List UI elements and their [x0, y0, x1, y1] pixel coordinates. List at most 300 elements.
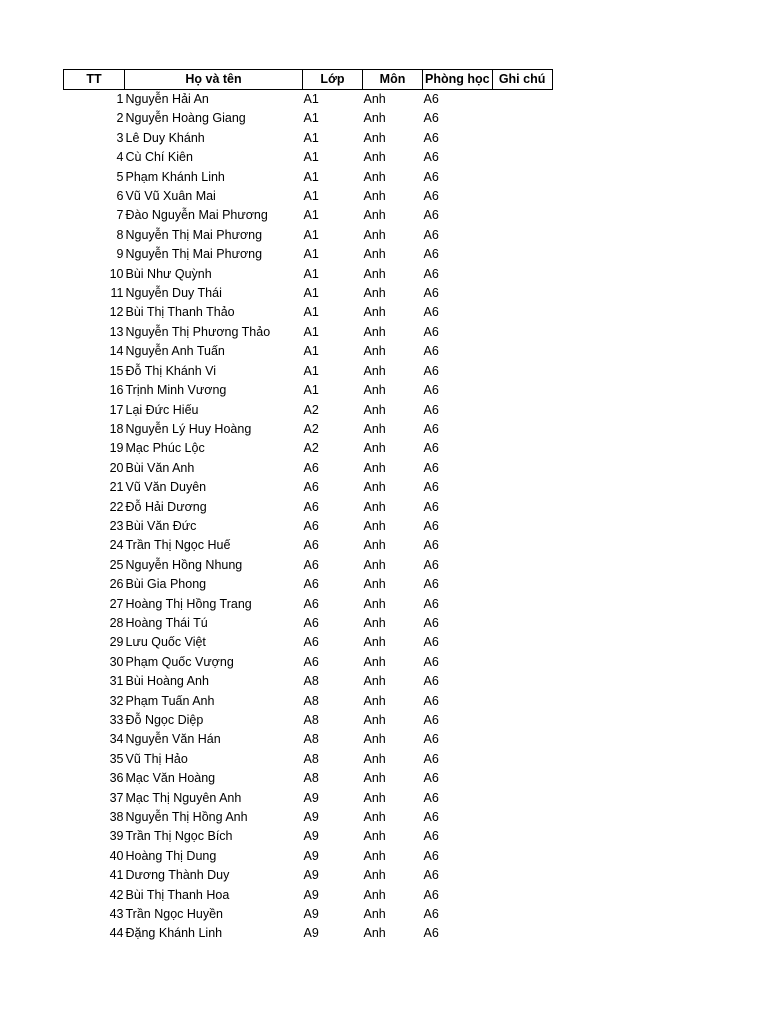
row-number: 28	[109, 615, 124, 630]
table-row	[64, 226, 553, 245]
subject-cell: Anh	[363, 150, 386, 165]
class-cell: A6	[303, 518, 319, 533]
room-cell: A6	[423, 907, 439, 922]
subject-cell: Anh	[363, 577, 386, 592]
class-cell: A8	[303, 732, 319, 747]
room-cell: A6	[423, 499, 439, 514]
table-row	[64, 323, 553, 342]
row-number: 14	[109, 344, 124, 359]
table-row	[64, 556, 553, 575]
student-name: Nguyễn Thị Hồng Anh	[125, 810, 248, 825]
row-number: 31	[109, 674, 124, 689]
row-number: 27	[109, 596, 124, 611]
student-name: Bùi Hoàng Anh	[125, 674, 209, 689]
room-cell: A6	[423, 654, 439, 669]
table-row	[64, 789, 553, 808]
row-number: 37	[109, 790, 124, 805]
note-cell	[492, 90, 552, 110]
subject-cell: Anh	[363, 92, 386, 106]
room-cell: A6	[423, 790, 439, 805]
table-row	[64, 924, 553, 943]
student-name: Nguyễn Thị Mai Phương	[125, 247, 263, 262]
subject-cell: Anh	[363, 441, 386, 456]
student-name: Đỗ Ngọc Diệp	[125, 713, 204, 727]
room-cell: A6	[423, 771, 439, 786]
table-row	[64, 808, 553, 827]
note-cell	[492, 303, 552, 322]
header-subject: Môn	[363, 70, 423, 90]
subject-cell: Anh	[363, 635, 386, 650]
table-row	[64, 536, 553, 555]
table-row	[64, 168, 553, 187]
row-number: 19	[109, 441, 124, 456]
table-row	[64, 730, 553, 749]
note-cell	[492, 847, 552, 866]
class-cell: A9	[303, 848, 319, 863]
note-cell	[492, 148, 552, 167]
room-cell: A6	[423, 208, 439, 223]
student-name: Bùi Thị Thanh Hoa	[125, 887, 230, 902]
note-cell	[492, 517, 552, 536]
row-number: 33	[109, 713, 124, 727]
class-cell: A1	[303, 324, 319, 339]
note-cell	[492, 459, 552, 478]
class-cell: A1	[303, 266, 319, 281]
note-cell	[492, 206, 552, 225]
row-number: 13	[109, 324, 124, 339]
class-cell: A1	[303, 286, 319, 301]
student-name: Nguyễn Hải An	[125, 92, 209, 106]
room-cell: A6	[423, 247, 439, 262]
row-number: 20	[109, 460, 124, 475]
subject-cell: Anh	[363, 499, 386, 514]
row-number: 3	[116, 130, 124, 145]
table-row	[64, 401, 553, 420]
room-cell: A6	[423, 829, 439, 844]
student-name: Nguyễn Hồng Nhung	[125, 557, 243, 572]
header-name: Họ và tên	[125, 70, 303, 90]
room-cell: A6	[423, 92, 439, 106]
row-number: 26	[109, 577, 124, 592]
class-cell: A6	[303, 615, 319, 630]
subject-cell: Anh	[363, 907, 386, 922]
student-table	[63, 69, 553, 944]
table-row	[64, 342, 553, 361]
row-number: 17	[109, 402, 124, 417]
class-cell: A1	[303, 344, 319, 359]
note-cell	[492, 711, 552, 730]
class-cell: A6	[303, 538, 319, 553]
row-number: 34	[109, 732, 124, 747]
student-name: Hoàng Thị Dung	[125, 848, 217, 863]
student-name: Đặng Khánh Linh	[125, 926, 223, 941]
student-name: Nguyễn Văn Hán	[125, 732, 221, 747]
student-name: Mạc Thị Nguyên Anh	[125, 790, 242, 805]
room-cell: A6	[423, 538, 439, 553]
room-cell: A6	[423, 674, 439, 689]
row-number: 39	[109, 829, 124, 844]
table-row	[64, 206, 553, 225]
table-row	[64, 711, 553, 730]
class-cell: A8	[303, 674, 319, 689]
class-cell: A6	[303, 480, 319, 495]
room-cell: A6	[423, 810, 439, 825]
subject-cell: Anh	[363, 227, 386, 242]
subject-cell: Anh	[363, 208, 386, 223]
subject-cell: Anh	[363, 810, 386, 825]
student-name: Mạc Phúc Lộc	[125, 441, 205, 456]
row-number: 30	[109, 654, 124, 669]
student-name: Đỗ Thị Khánh Vi	[125, 363, 217, 378]
table-row	[64, 517, 553, 536]
room-cell: A6	[423, 344, 439, 359]
student-name: Lê Duy Khánh	[125, 130, 205, 145]
note-cell	[492, 401, 552, 420]
class-cell: A8	[303, 713, 319, 727]
room-cell: A6	[423, 266, 439, 281]
table-row	[64, 90, 553, 110]
room-cell: A6	[423, 848, 439, 863]
student-name: Bùi Văn Anh	[125, 460, 195, 475]
room-cell: A6	[423, 421, 439, 436]
class-cell: A6	[303, 557, 319, 572]
class-cell: A2	[303, 402, 319, 417]
class-cell: A9	[303, 810, 319, 825]
room-cell: A6	[423, 577, 439, 592]
student-name: Phạm Quốc Vượng	[125, 654, 234, 669]
student-name: Nguyễn Hoàng Giang	[125, 111, 246, 126]
header-note: Ghi chú	[492, 70, 552, 90]
row-number: 24	[109, 538, 124, 553]
note-cell	[492, 265, 552, 284]
student-name: Nguyễn Anh Tuấn	[125, 344, 225, 359]
room-cell: A6	[423, 460, 439, 475]
note-cell	[492, 226, 552, 245]
room-cell: A6	[423, 751, 439, 766]
row-number: 2	[116, 111, 124, 126]
class-cell: A6	[303, 460, 319, 475]
subject-cell: Anh	[363, 324, 386, 339]
row-number: 22	[109, 499, 124, 514]
room-cell: A6	[423, 868, 439, 883]
table-row	[64, 187, 553, 206]
class-cell: A9	[303, 887, 319, 902]
student-name: Mạc Văn Hoàng	[125, 771, 216, 786]
row-number: 23	[109, 518, 124, 533]
room-cell: A6	[423, 324, 439, 339]
table-header	[64, 70, 553, 90]
header-tt: TT	[64, 70, 125, 90]
class-cell: A1	[303, 363, 319, 378]
class-cell: A6	[303, 499, 319, 514]
class-cell: A8	[303, 693, 319, 708]
table-row	[64, 827, 553, 846]
subject-cell: Anh	[363, 848, 386, 863]
student-name: Vũ Vũ Xuân Mai	[125, 189, 216, 204]
row-number: 21	[109, 480, 124, 495]
note-cell	[492, 789, 552, 808]
room-cell: A6	[423, 615, 439, 630]
note-cell	[492, 439, 552, 458]
note-cell	[492, 498, 552, 517]
note-cell	[492, 362, 552, 381]
table-row	[64, 614, 553, 633]
class-cell: A1	[303, 189, 319, 204]
class-cell: A6	[303, 654, 319, 669]
subject-cell: Anh	[363, 674, 386, 689]
room-cell: A6	[423, 150, 439, 165]
table-row	[64, 362, 553, 381]
subject-cell: Anh	[363, 751, 386, 766]
subject-cell: Anh	[363, 421, 386, 436]
student-name: Phạm Tuấn Anh	[125, 693, 215, 708]
class-cell: A6	[303, 635, 319, 650]
header-room: Phòng học	[423, 70, 493, 90]
room-cell: A6	[423, 402, 439, 417]
room-cell: A6	[423, 363, 439, 378]
row-number: 11	[110, 286, 124, 301]
subject-cell: Anh	[363, 654, 386, 669]
row-number: 36	[109, 771, 124, 786]
table-row	[64, 303, 553, 322]
table-row	[64, 245, 553, 264]
note-cell	[492, 556, 552, 575]
table-row	[64, 633, 553, 652]
row-number: 38	[109, 810, 124, 825]
class-cell: A1	[303, 111, 319, 126]
student-name: Bùi Gia Phong	[125, 577, 207, 592]
student-name: Nguyễn Duy Thái	[125, 286, 222, 301]
class-cell: A8	[303, 751, 319, 766]
subject-cell: Anh	[363, 344, 386, 359]
subject-cell: Anh	[363, 383, 386, 398]
note-cell	[492, 575, 552, 594]
subject-cell: Anh	[363, 790, 386, 805]
class-cell: A9	[303, 829, 319, 844]
row-number: 6	[116, 189, 124, 204]
table-row	[64, 459, 553, 478]
row-number: 4	[116, 150, 124, 165]
note-cell	[492, 692, 552, 711]
student-name: Đào Nguyễn Mai Phương	[125, 208, 268, 223]
class-cell: A1	[303, 208, 319, 223]
row-number: 7	[116, 208, 124, 223]
subject-cell: Anh	[363, 402, 386, 417]
table-row	[64, 769, 553, 788]
room-cell: A6	[423, 111, 439, 126]
room-cell: A6	[423, 693, 439, 708]
subject-cell: Anh	[363, 111, 386, 126]
table-row	[64, 905, 553, 924]
header-row	[64, 70, 553, 90]
row-number: 29	[109, 635, 124, 650]
class-cell: A9	[303, 926, 319, 941]
class-cell: A2	[303, 441, 319, 456]
table-row	[64, 866, 553, 885]
class-cell: A9	[303, 790, 319, 805]
room-cell: A6	[423, 596, 439, 611]
row-number: 10	[109, 266, 124, 281]
class-cell: A1	[303, 92, 319, 106]
note-cell	[492, 866, 552, 885]
row-number: 43	[109, 907, 124, 922]
subject-cell: Anh	[363, 557, 386, 572]
table-row	[64, 420, 553, 439]
room-cell: A6	[423, 480, 439, 495]
student-name: Trần Ngọc Huyền	[125, 907, 223, 922]
note-cell	[492, 284, 552, 303]
class-cell: A1	[303, 305, 319, 320]
class-cell: A1	[303, 383, 319, 398]
row-number: 32	[109, 693, 124, 708]
row-number: 15	[109, 363, 124, 378]
room-cell: A6	[423, 286, 439, 301]
subject-cell: Anh	[363, 266, 386, 281]
note-cell	[492, 323, 552, 342]
row-number: 12	[109, 305, 124, 320]
note-cell	[492, 595, 552, 614]
row-number: 25	[109, 557, 124, 572]
subject-cell: Anh	[363, 868, 386, 883]
class-cell: A1	[303, 150, 319, 165]
row-number: 5	[116, 169, 124, 184]
subject-cell: Anh	[363, 460, 386, 475]
table-row	[64, 692, 553, 711]
subject-cell: Anh	[363, 363, 386, 378]
table-row	[64, 672, 553, 691]
student-name: Trần Thị Ngọc Bích	[125, 829, 233, 844]
note-cell	[492, 245, 552, 264]
table-row	[64, 847, 553, 866]
room-cell: A6	[423, 926, 439, 941]
student-name: Vũ Thị Hảo	[125, 751, 188, 766]
table-row	[64, 265, 553, 284]
room-cell: A6	[423, 169, 439, 184]
row-number: 35	[109, 751, 124, 766]
table-row	[64, 439, 553, 458]
class-cell: A6	[303, 596, 319, 611]
table-row	[64, 148, 553, 167]
subject-cell: Anh	[363, 286, 386, 301]
student-name: Lại Đức Hiếu	[125, 402, 199, 417]
room-cell: A6	[423, 305, 439, 320]
student-name: Trịnh Minh Vương	[125, 383, 227, 398]
table-row	[64, 478, 553, 497]
student-name: Nguyễn Lý Huy Hoàng	[125, 421, 252, 436]
note-cell	[492, 420, 552, 439]
subject-cell: Anh	[363, 189, 386, 204]
student-name: Lưu Quốc Việt	[125, 635, 206, 650]
row-number: 41	[109, 868, 124, 883]
student-name: Phạm Khánh Linh	[125, 169, 225, 184]
student-name: Bùi Như Quỳnh	[125, 266, 212, 281]
table-row	[64, 129, 553, 148]
student-name: Nguyễn Thị Phương Thảo	[125, 324, 271, 339]
class-cell: A1	[303, 227, 319, 242]
note-cell	[492, 924, 552, 943]
note-cell	[492, 769, 552, 788]
class-cell: A1	[303, 130, 319, 145]
student-name: Đỗ Hải Dương	[125, 499, 207, 514]
row-number: 9	[116, 247, 124, 262]
note-cell	[492, 129, 552, 148]
subject-cell: Anh	[363, 518, 386, 533]
table-row	[64, 575, 553, 594]
room-cell: A6	[423, 887, 439, 902]
note-cell	[492, 168, 552, 187]
student-name: Vũ Văn Duyên	[125, 480, 207, 495]
room-cell: A6	[423, 383, 439, 398]
student-name: Dương Thành Duy	[125, 868, 230, 883]
table-row	[64, 284, 553, 303]
student-name: Hoàng Thị Hồng Trang	[125, 596, 252, 611]
room-cell: A6	[423, 713, 439, 727]
room-cell: A6	[423, 441, 439, 456]
class-cell: A1	[303, 169, 319, 184]
class-cell: A1	[303, 247, 319, 262]
room-cell: A6	[423, 189, 439, 204]
row-number: 40	[109, 848, 124, 863]
row-number: 8	[116, 227, 124, 242]
room-cell: A6	[423, 227, 439, 242]
note-cell	[492, 342, 552, 361]
subject-cell: Anh	[363, 130, 386, 145]
note-cell	[492, 381, 552, 400]
class-cell: A9	[303, 907, 319, 922]
subject-cell: Anh	[363, 596, 386, 611]
note-cell	[492, 478, 552, 497]
subject-cell: Anh	[363, 247, 386, 262]
room-cell: A6	[423, 130, 439, 145]
row-number: 44	[109, 926, 124, 941]
student-name: Hoàng Thái Tú	[125, 615, 208, 630]
room-cell: A6	[423, 518, 439, 533]
student-name: Cù Chí Kiên	[125, 150, 193, 165]
table-row	[64, 750, 553, 769]
note-cell	[492, 614, 552, 633]
student-name: Bùi Thị Thanh Thảo	[125, 305, 235, 320]
room-cell: A6	[423, 732, 439, 747]
class-cell: A8	[303, 771, 319, 786]
class-cell: A2	[303, 421, 319, 436]
student-name: Bùi Văn Đức	[125, 518, 197, 533]
row-number: 18	[109, 421, 124, 436]
table-row	[64, 109, 553, 128]
note-cell	[492, 808, 552, 827]
class-cell: A9	[303, 868, 319, 883]
row-number: 42	[109, 887, 124, 902]
subject-cell: Anh	[363, 732, 386, 747]
note-cell	[492, 730, 552, 749]
note-cell	[492, 633, 552, 652]
header-class: Lớp	[303, 70, 363, 90]
note-cell	[492, 672, 552, 691]
subject-cell: Anh	[363, 169, 386, 184]
subject-cell: Anh	[363, 538, 386, 553]
subject-cell: Anh	[363, 305, 386, 320]
note-cell	[492, 827, 552, 846]
note-cell	[492, 536, 552, 555]
note-cell	[492, 886, 552, 905]
table-body	[64, 90, 553, 944]
room-cell: A6	[423, 635, 439, 650]
row-number: 16	[109, 383, 124, 398]
student-name: Trần Thị Ngọc Huế	[125, 538, 231, 553]
table-row	[64, 595, 553, 614]
table-row	[64, 886, 553, 905]
table-row	[64, 381, 553, 400]
class-cell: A6	[303, 577, 319, 592]
